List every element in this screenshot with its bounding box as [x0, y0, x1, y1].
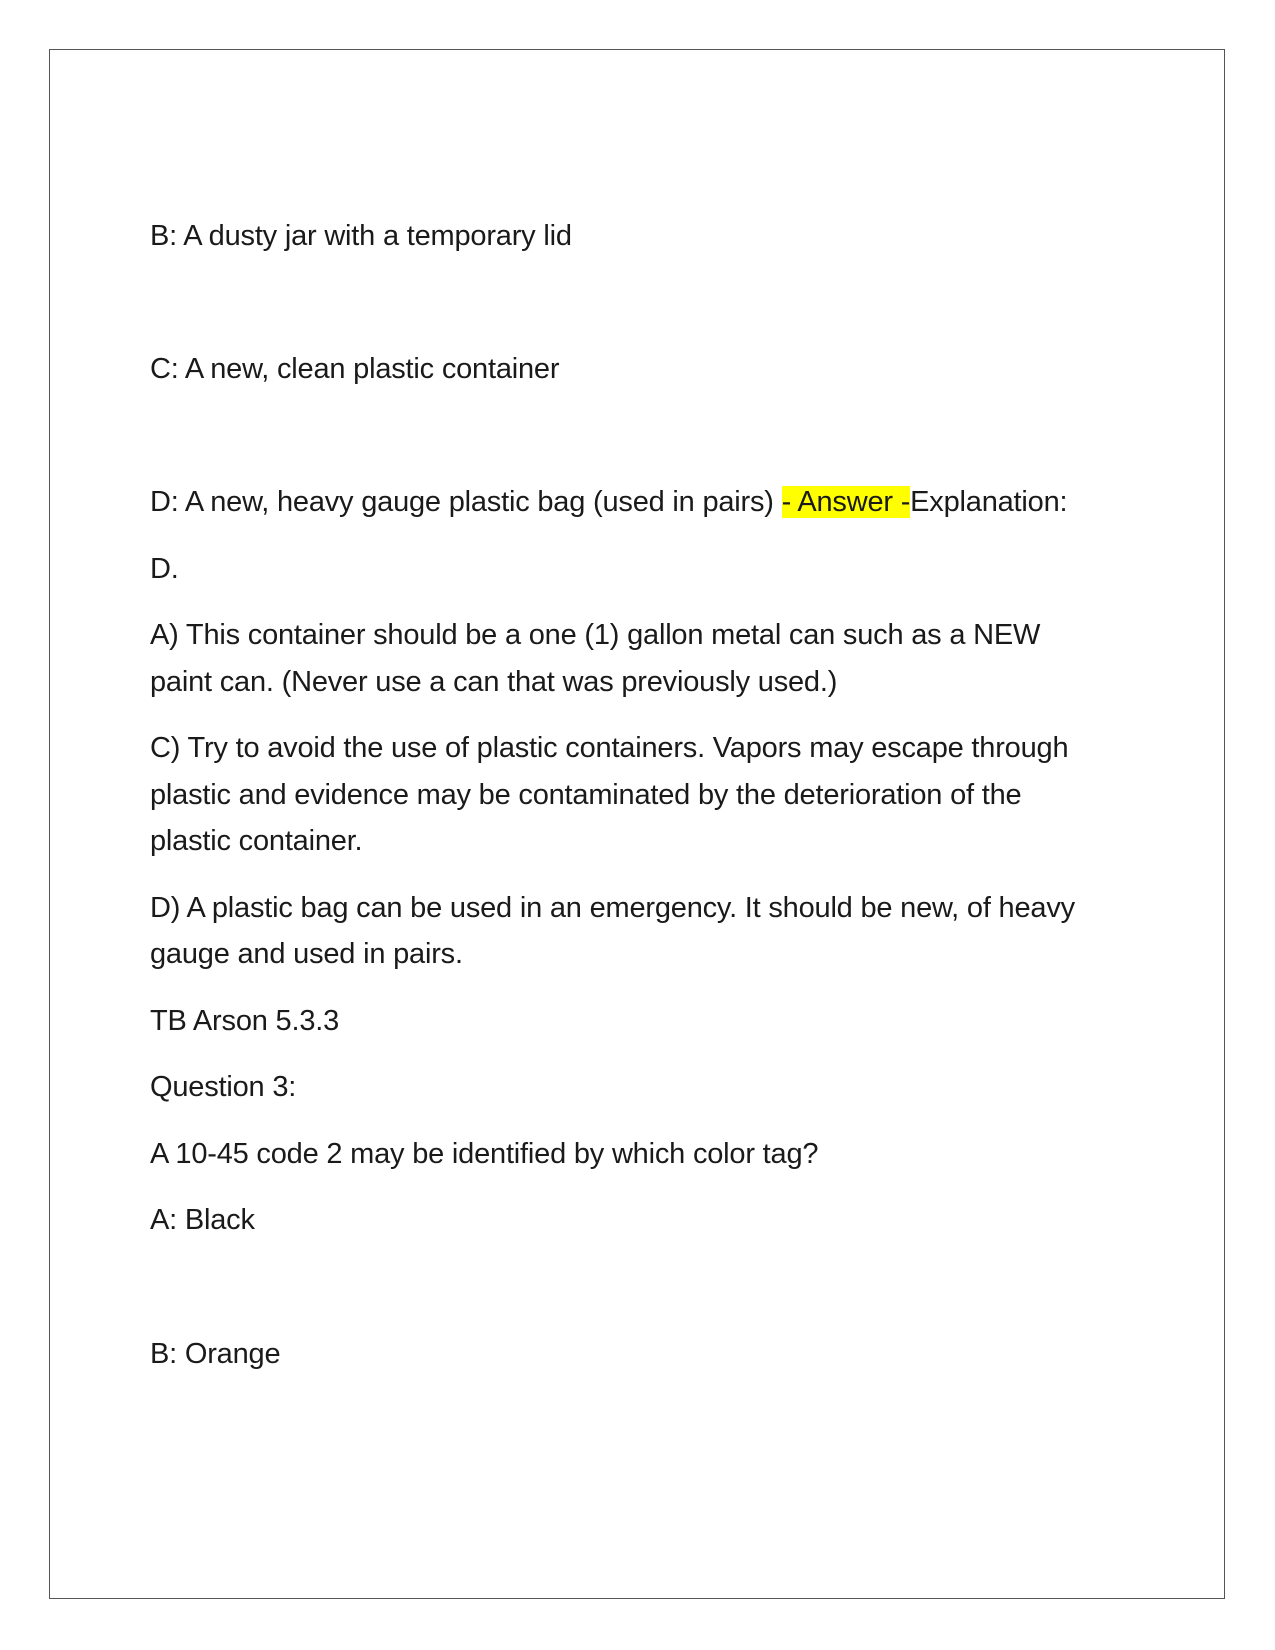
option-b-jar: B: A dusty jar with a temporary lid	[150, 220, 572, 252]
question-text: A 10-45 code 2 may be identified by which color tag?	[150, 1138, 819, 1170]
explanation-c-line-3: plastic container.	[150, 825, 363, 857]
explanation-c-line-1: C) Try to avoid the use of plastic containers. Vapors may escape through	[150, 732, 1069, 764]
question-label: Question 3:	[150, 1071, 297, 1103]
option-b-orange: B: Orange	[150, 1338, 281, 1370]
answer-letter: D.	[150, 553, 179, 585]
explanation-d-line-2: gauge and used in pairs.	[150, 938, 463, 970]
option-d-bag: D: A new, heavy gauge plastic bag (used in pairs)	[150, 486, 782, 518]
answer-marker: - Answer -	[781, 486, 911, 518]
option-d-line	[150, 479, 1067, 526]
explanation-c-line-2: plastic and evidence may be contaminated by the deterioration of the	[150, 779, 1022, 811]
explanation-a-line-1: A) This container should be a one (1) gallon metal can such as a NEW	[150, 619, 1041, 651]
explanation-d-line-1: D) A plastic bag can be used in an emergency. It should be new, of heavy	[150, 892, 1075, 924]
reference: TB Arson 5.3.3	[150, 1005, 340, 1037]
option-a-black: A: Black	[150, 1204, 255, 1236]
explanation-a-line-2: paint can. (Never use a can that was previously used.)	[150, 666, 838, 698]
option-c-plastic: C: A new, clean plastic container	[150, 353, 560, 385]
explanation-label: Explanation:	[910, 486, 1068, 518]
